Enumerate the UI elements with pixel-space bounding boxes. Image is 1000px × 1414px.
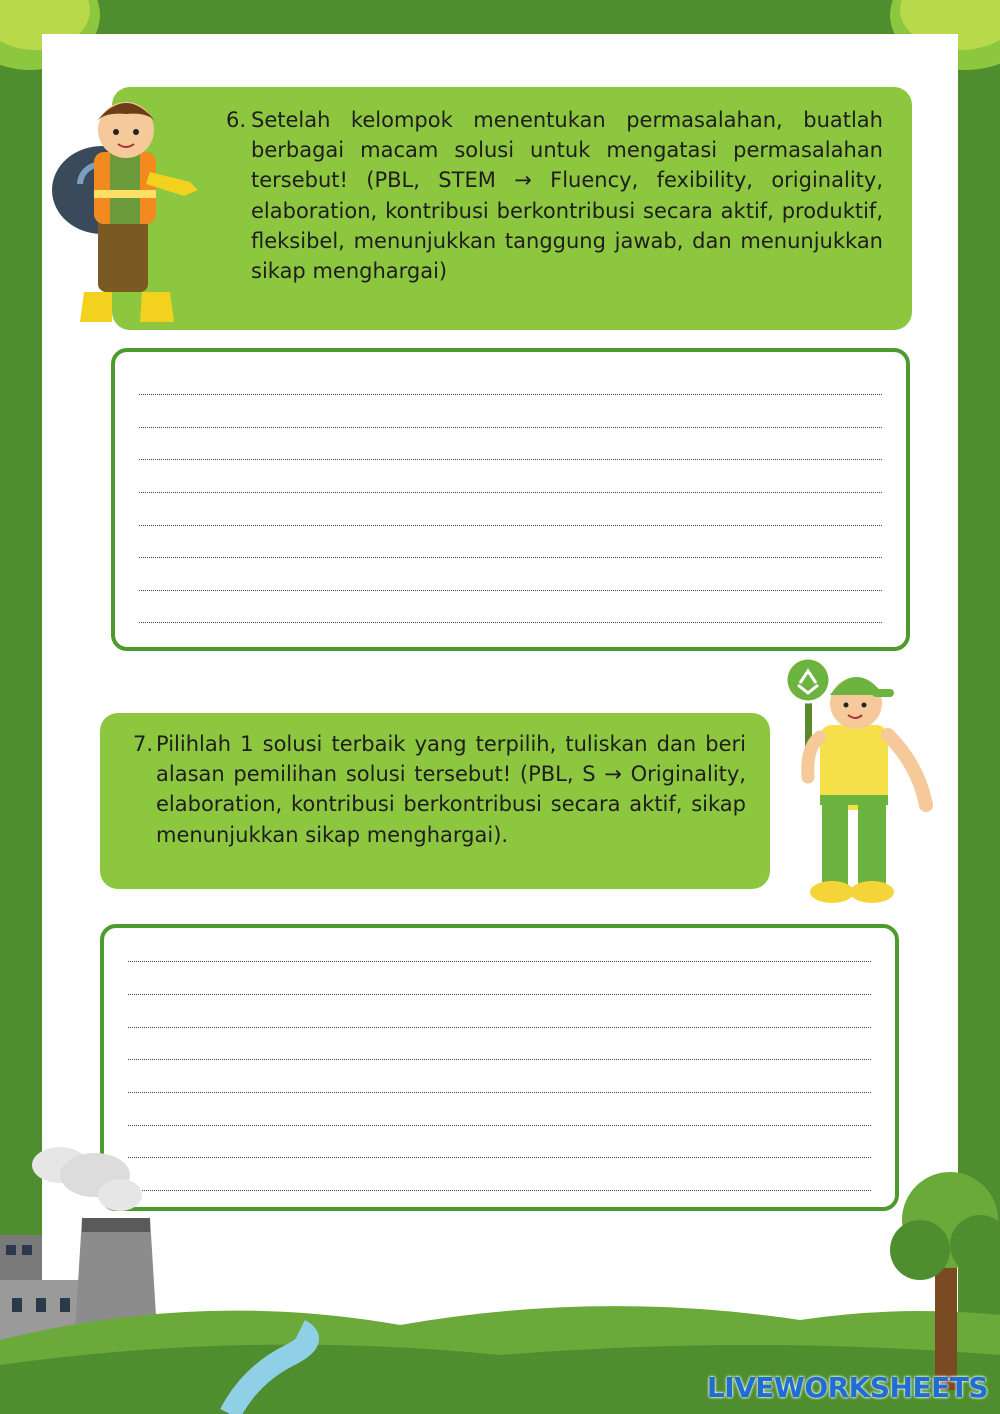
- answer-line[interactable]: [128, 1125, 871, 1126]
- liveworksheets-logo[interactable]: LIVEWORKSHEETS: [706, 1371, 988, 1404]
- answer-line[interactable]: [139, 459, 882, 460]
- question-6-box: [112, 87, 912, 330]
- answer-line[interactable]: [128, 1027, 871, 1028]
- boy-with-trash-bag-icon: [50, 92, 215, 330]
- question-6-text: Setelah kelompok menentukan permasalahan, buatlah berbagai macam solusi untuk mengatasi permasalahan tersebut! (PBL, STEM → Fluency, fexibility, originality, elaboration, kontribusi berkontribusi secara aktif, produktif, fleksibel, menunjukkan tanggung jawab, dan menunjukkan sikap menghargai): [251, 108, 883, 284]
- boy-with-recycle-sign-icon: [780, 655, 935, 910]
- answer-line[interactable]: [139, 394, 882, 395]
- answer-line[interactable]: [139, 557, 882, 558]
- answer-line[interactable]: [128, 994, 871, 995]
- question-7-box: [100, 713, 770, 889]
- question-7-text: Pilihlah 1 solusi terbaik yang terpilih, tuliskan dan beri alasan pemilihan solusi tersebut! (PBL, S → Originality, elaboration, kontribusi berkontribusi secara aktif, sikap menunjukkan sikap menghargai).: [156, 732, 746, 847]
- answer-line[interactable]: [128, 961, 871, 962]
- answer-line[interactable]: [139, 590, 882, 591]
- answer-line[interactable]: [128, 1092, 871, 1093]
- answer-line[interactable]: [128, 1059, 871, 1060]
- answer-line[interactable]: [139, 622, 882, 623]
- answer-line[interactable]: [139, 525, 882, 526]
- smoke-cloud-icon: [32, 1147, 142, 1211]
- answer-line[interactable]: [139, 427, 882, 428]
- answer-line[interactable]: [139, 492, 882, 493]
- question-7-number: 7.: [133, 732, 154, 756]
- answer-box-6[interactable]: [111, 348, 910, 651]
- question-6-number: 6.: [226, 108, 247, 132]
